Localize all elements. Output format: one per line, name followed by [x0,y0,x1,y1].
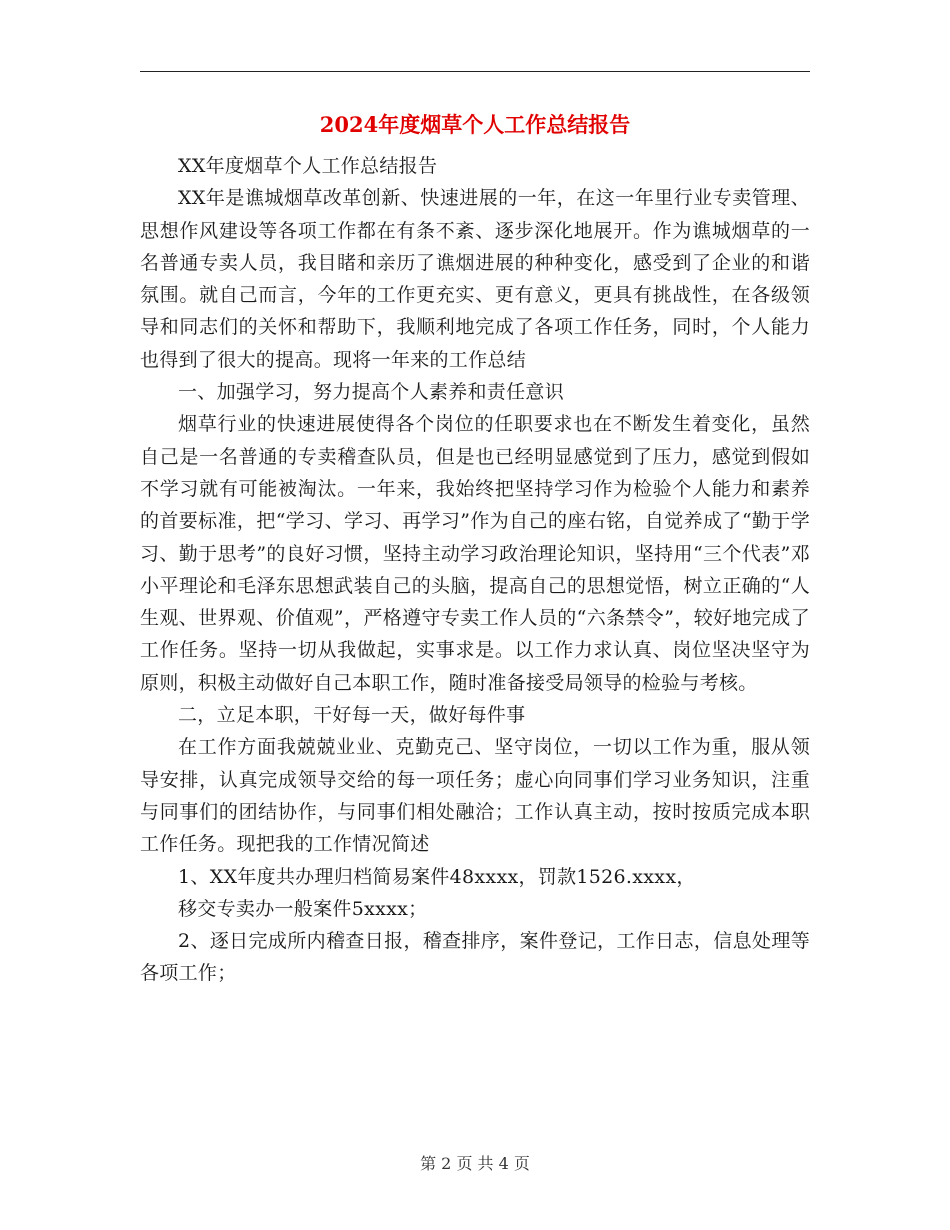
page-number: 第 2 页 共 4 页 [420,1154,530,1173]
list-item-1: 1、XX年度共办理归档简易案件48xxxx，罚款1526.xxxx， [178,865,696,888]
document-body [140,150,810,990]
paragraph-subtitle: XX年度烟草个人工作总结报告 [178,155,438,177]
document-title: 2024年度烟草个人工作总结报告 [319,112,631,137]
list-item-1-continued: 移交专卖办一般案件5xxxx； [178,897,428,920]
paragraph-section-2: 在工作方面我兢兢业业、克勤克己、坚守岗位，一切以工作为重，服从领导安排，认真完成领导交给的每一项任务；虚心向同事们学习业务知识，注重与同事们的团结协作，与同事们相处融洽；工作认真主动，按时按质完成本职工作任务。现把我的工作情况简述 [140,736,810,856]
list-item-2: 2、逐日完成所内稽查日报，稽查排序，案件登记，工作日志，信息处理等各项工作； [140,930,810,985]
section-heading-1: 一、加强学习，努力提高个人素养和责任意识 [178,381,565,404]
paragraph-intro: XX年是谯城烟草改革创新、快速进展的一年，在这一年里行业专卖管理、思想作风建设等各项工作都在有条不紊、逐步深化地展开。作为谯城烟草的一名普通专卖人员，我目睹和亲历了谯烟进展的种种变化，感受到了企业的和谐氛围。就自己而言，今年的工作更充实、更有意义，更具有挑战性，在各级领导和同志们的关怀和帮助下，我顺利地完成了各项工作任务，同时，个人能力也得到了很大的提高。现将一年来的工作总结 [140,187,810,371]
header-rule [140,71,810,72]
paragraph-section-1: 烟草行业的快速进展使得各个岗位的任职要求也在不断发生着变化，虽然自己是一名普通的专卖稽查队员，但是也已经明显感觉到了压力，感觉到假如不学习就有可能被淘汰。一年来，我始终把坚持学习作为检验个人能力和素养的首要标准，把“学习、学习、再学习”作为自己的座右铭，自觉养成了“勤于学习、勤于思考”的良好习惯，坚持主动学习政治理论知识，坚持用“三个代表”邓小平理论和毛泽东思想武装自己的头脑，提高自己的思想觉悟，树立正确的“人生观、世界观、价值观”，严格遵守专卖工作人员的“六条禁令”，较好地完成了工作任务。坚持一切从我做起，实事求是。以工作力求认真、岗位坚决坚守为原则，积极主动做好自己本职工作，随时准备接受局领导的检验与考核。 [140,413,810,694]
section-heading-2: 二，立足本职，干好每一天，做好每件事 [178,704,526,727]
